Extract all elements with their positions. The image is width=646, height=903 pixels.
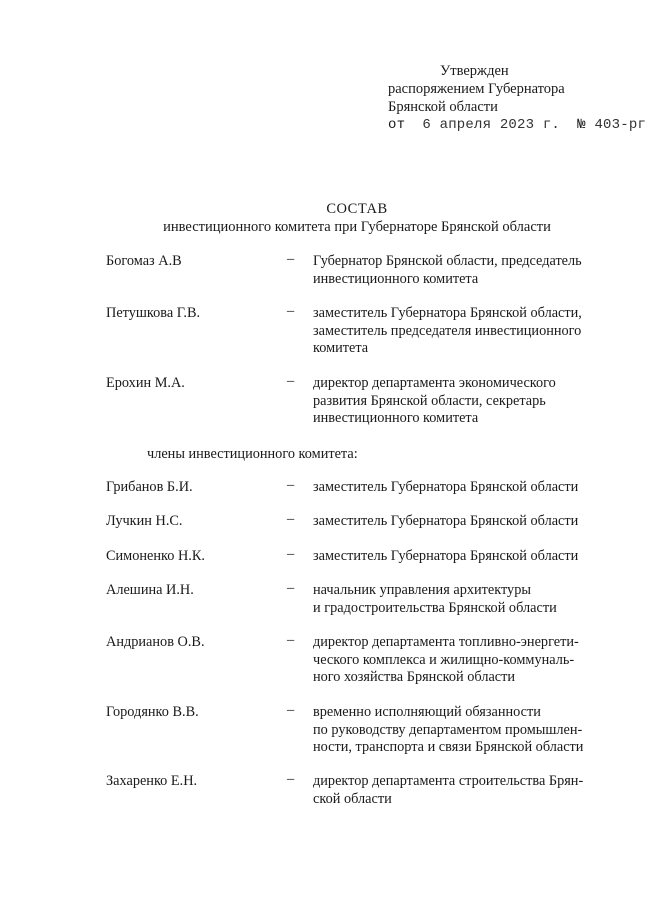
member-name: Петушкова Г.В. <box>106 305 201 321</box>
approval-line-1: Утвержден <box>440 63 509 79</box>
member-position <box>313 513 613 531</box>
position-line: и градостроительства Брянской области <box>313 599 557 616</box>
position-line: директор департамента топливно-энергети- <box>313 634 579 650</box>
dash: – <box>287 511 295 527</box>
dash: – <box>287 632 295 648</box>
position-line: ного хозяйства Брянской области <box>313 669 516 685</box>
document-title <box>0 200 640 236</box>
member-position <box>313 582 613 617</box>
members-heading: члены инвестиционного комитета: <box>147 446 358 462</box>
dash: – <box>287 580 295 596</box>
member-name: Андрианов О.В. <box>106 634 205 650</box>
dash: – <box>287 771 295 787</box>
number-value: 403-рг <box>594 117 646 133</box>
position-line: комитета <box>313 340 369 356</box>
position-line: ской области <box>313 790 392 807</box>
position-line: по руководству департаментом промышлен- <box>313 721 583 738</box>
date-prefix: от <box>388 117 406 133</box>
member-position <box>313 305 613 358</box>
position-line: директор департамента экономического <box>313 375 556 391</box>
position-line: заместитель Губернатора Брянской области <box>313 548 579 564</box>
approval-line-2: распоряжением Губернатора <box>388 81 565 97</box>
position-line: заместитель Губернатора Брянской области, <box>313 305 582 321</box>
dash: – <box>287 303 295 319</box>
member-position <box>313 375 613 428</box>
position-line: развития Брянской области, секретарь <box>313 392 546 409</box>
dash: – <box>287 251 295 267</box>
dash: – <box>287 477 295 493</box>
member-name: Алешина И.Н. <box>106 582 194 598</box>
position-line: Губернатор Брянской области, председатель <box>313 253 582 269</box>
member-position <box>313 704 613 757</box>
member-position <box>313 253 613 288</box>
member-name: Богомаз А.В <box>106 253 182 269</box>
position-line: ности, транспорта и связи Брянской области <box>313 739 584 755</box>
dash: – <box>287 702 295 718</box>
position-line: ческого комплекса и жилищно-коммуналь- <box>313 651 575 668</box>
member-name: Захаренко Е.Н. <box>106 773 198 789</box>
position-line: заместитель Губернатора Брянской области <box>313 479 579 495</box>
position-line: инвестиционного комитета <box>313 410 479 426</box>
member-name: Симоненко Н.К. <box>106 548 205 564</box>
position-line: директор департамента строительства Брян- <box>313 773 584 789</box>
position-line: начальник управления архитектуры <box>313 582 531 598</box>
approval-date-line <box>388 116 646 134</box>
member-position <box>313 479 613 497</box>
approval-stamp <box>388 62 646 134</box>
position-line: заместитель председателя инвестиционного <box>313 322 582 339</box>
member-name: Лучкин Н.С. <box>106 513 183 529</box>
member-position <box>313 548 613 566</box>
number-prefix: № <box>577 117 586 133</box>
member-name: Городянко В.В. <box>106 704 199 720</box>
position-line: инвестиционного комитета <box>313 270 479 287</box>
member-name: Ерохин М.А. <box>106 375 185 391</box>
title-subheading: инвестиционного комитета при Губернаторе Брянской области <box>163 219 551 235</box>
position-line: временно исполняющий обязанности <box>313 704 541 720</box>
date-value: 6 апреля 2023 г. <box>422 117 561 133</box>
dash: – <box>287 373 295 389</box>
member-position <box>313 634 613 687</box>
member-name: Грибанов Б.И. <box>106 479 193 495</box>
title-heading: СОСТАВ <box>326 201 388 217</box>
dash: – <box>287 546 295 562</box>
position-line: заместитель Губернатора Брянской области <box>313 513 579 529</box>
approval-line-3: Брянской области <box>388 99 498 115</box>
member-position <box>313 773 613 808</box>
